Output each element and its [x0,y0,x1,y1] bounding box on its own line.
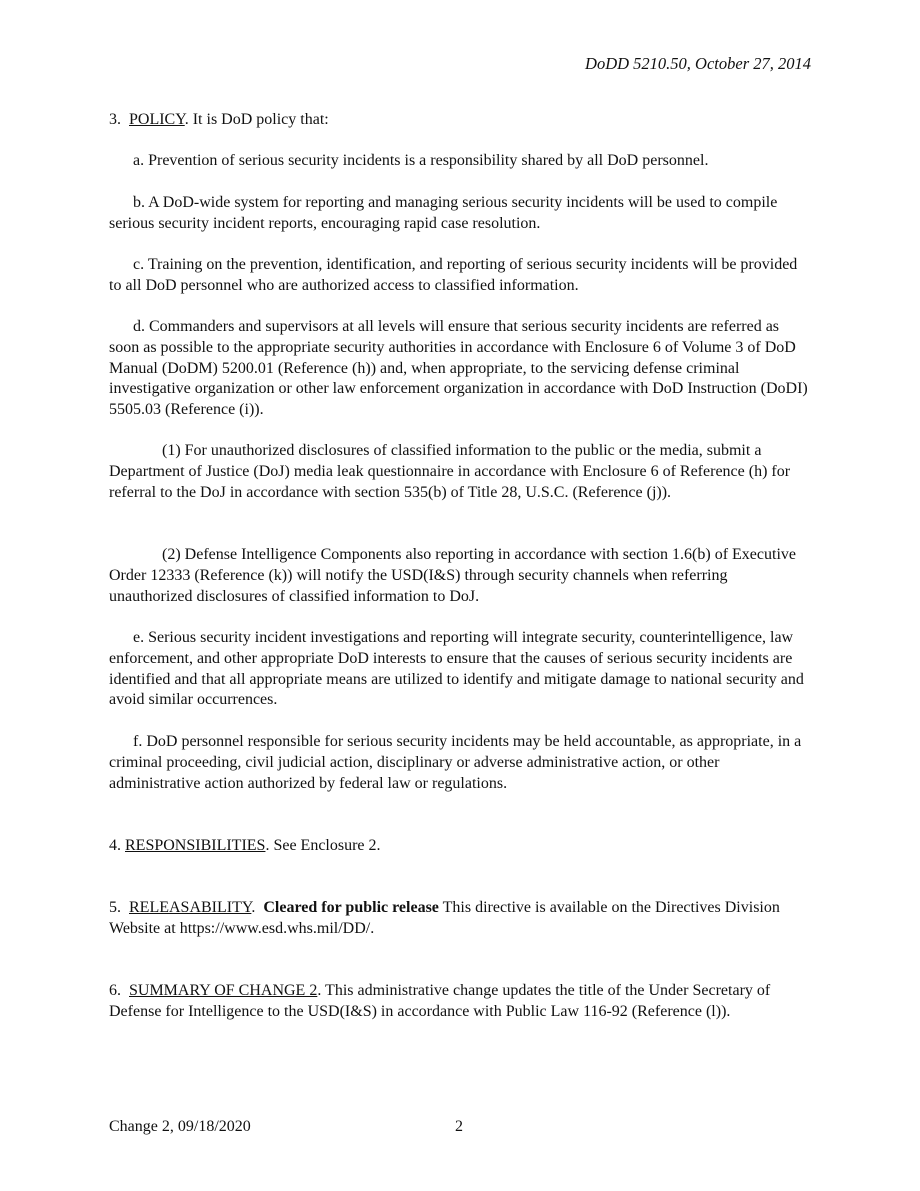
footer-page-number: 2 [455,1118,463,1135]
releasability-bold: Cleared for public release [263,899,439,916]
policy-item-a: a. Prevention of serious security incidents is a responsibility shared by all DoD personnel. [133,152,709,169]
releasability-text: This directive is available on the Directives Division Website at https://www.esd.whs.mil/DD/. [109,899,780,937]
responsibilities-heading: RESPONSIBILITIES [125,837,266,854]
policy-item-b: b. A DoD-wide system for reporting and managing serious security incidents will be used to compile serious security incident reports, encouraging rapid case resolution. [109,194,778,232]
policy-heading: POLICY [129,111,185,128]
policy-number: 3. [109,111,121,128]
policy-intro: . It is DoD policy that: [184,111,329,128]
releasability-number: 5. [109,899,121,916]
responsibilities-paragraph [109,836,809,857]
summary-heading: SUMMARY OF CHANGE 2 [129,982,318,999]
summary-paragraph [109,981,809,1023]
policy-item-c: c. Training on the prevention, identification, and reporting of serious security incidents will be provided to all DoD personnel who are authorized access to classified information. [109,256,798,294]
releasability-paragraph: 5. RELEASABILITY. Cleared for public release This directive is available on the Directives Division Website at https://www.esd.whs.mil/DD/. [109,899,780,937]
policy-item-e: e. Serious security incident investigations and reporting will integrate security, counterintelligence, law enforcement, and other appropriate DoD interests to ensure that the causes of serious security incidents are identified and that all appropriate means are utilized to identify and mitigate damage to national security and avoid similar occurrences. [109,629,804,709]
summary-text: . This administrative change updates the title of the Under Secretary of Defense for Intelligence to the USD(I&S) in accordance with Public Law 116-92 (Reference (l)). [109,982,771,1020]
responsibilities-number: 4. [109,837,121,854]
policy-item-d1: (1) For unauthorized disclosures of classified information to the public or the media, submit a Department of Justice (DoJ) media leak questionnaire in accordance with Enclosure 6 of Reference (h) for referral to the DoJ in accordance with section 535(b) of Title 28, U.S.C. (Reference (j)). [109,442,791,501]
policy-item-f: f. DoD personnel responsible for serious security incidents may be held accountable, as appropriate, in a criminal proceeding, civil judicial action, disciplinary or adverse administrative action, or other administrative action authorized by federal law or regulations. [109,733,802,792]
footer-change-date: Change 2, 09/18/2020 [109,1118,251,1135]
summary-number: 6. [109,982,121,999]
policy-heading-paragraph [109,110,809,131]
policy-item-d: d. Commanders and supervisors at all levels will ensure that serious security incidents are referred as soon as possible to the appropriate security authorities in accordance with Enclosure 6 of Volume 3 of DoD Manual (DoDM) 5200.01 (Reference (h)) and, when appropriate, to the servicing defense criminal investigative organization or other law enforcement organization in accordance with DoD Instruction (DoDI) 5505.03 (Reference (i)). [109,318,808,419]
policy-item-d2: (2) Defense Intelligence Components also reporting in accordance with section 1.6(b) of Executive Order 12333 (Reference (k)) will notify the USD(I&S) through security channels when referring unauthorized disclosures of classified information to DoJ. [109,546,796,605]
document-reference-header: DoDD 5210.50, October 27, 2014 [585,54,811,73]
responsibilities-text: . See Enclosure 2. [265,837,381,854]
releasability-heading: RELEASABILITY [129,899,252,916]
